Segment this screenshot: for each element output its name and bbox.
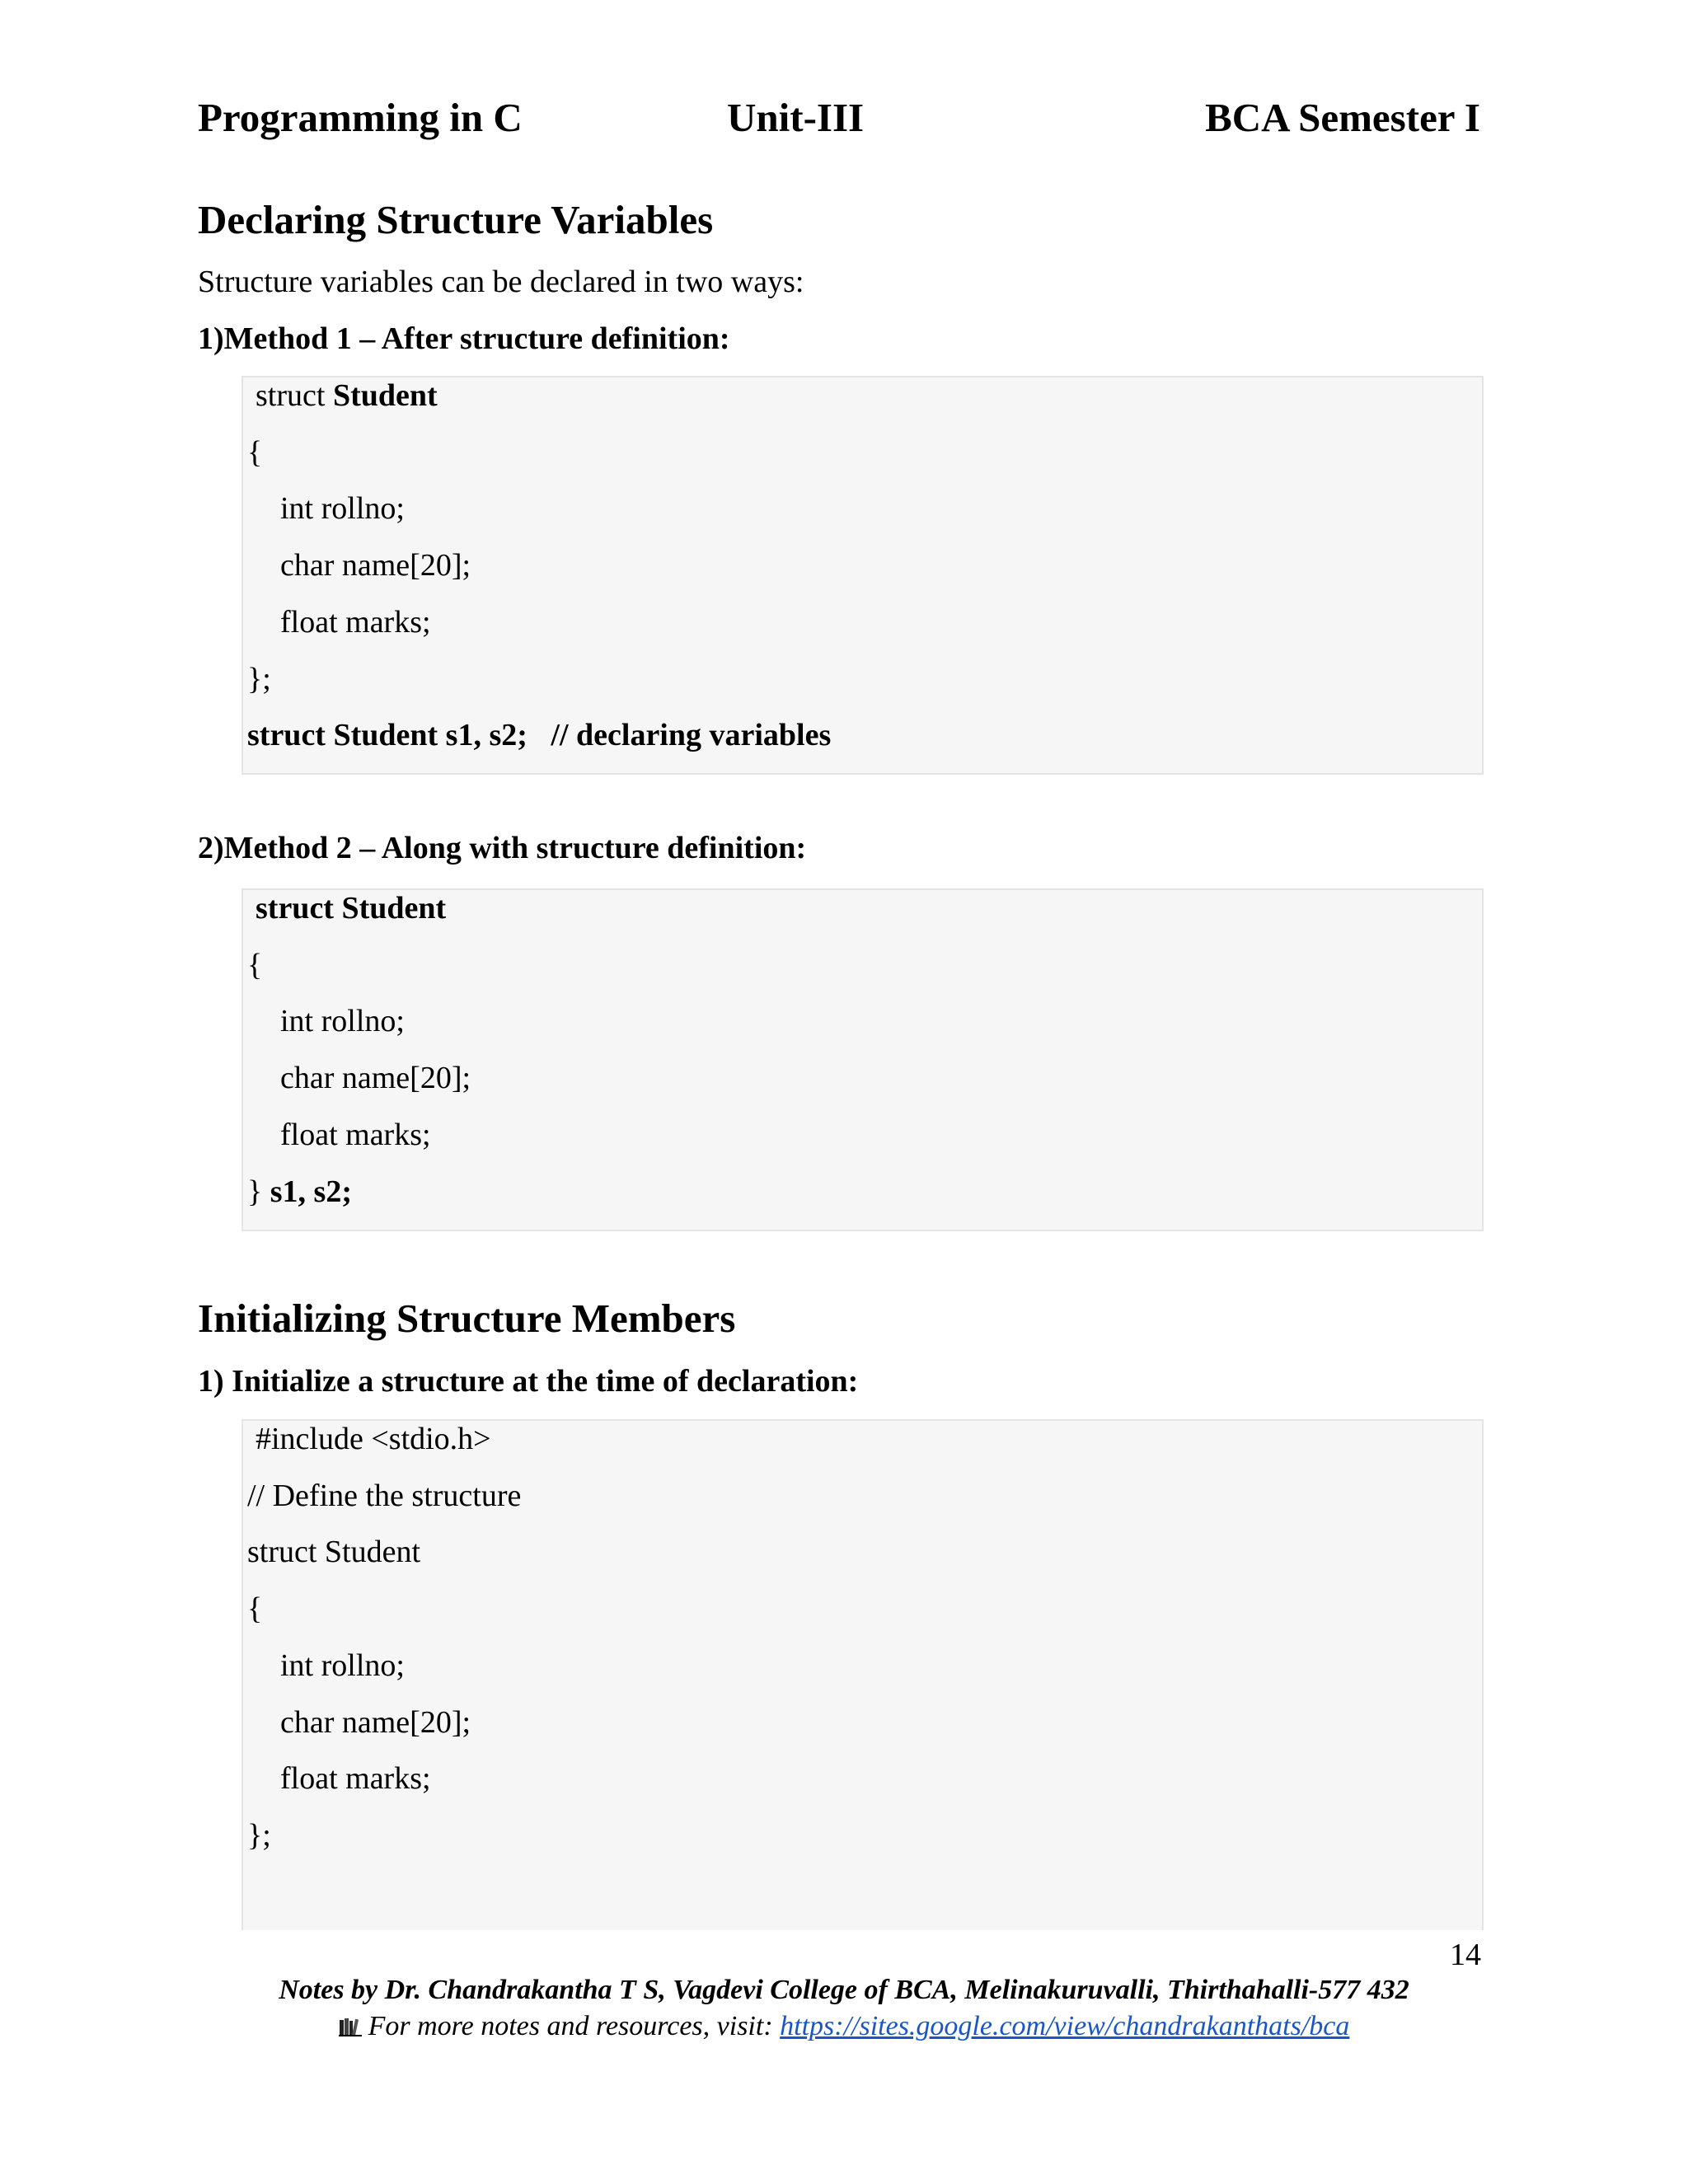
code-line: float marks; [280,1118,431,1152]
code-line: }; [247,1818,271,1853]
code-line: { [247,948,263,982]
code-line: char name[20]; [280,1705,471,1740]
code-line: int rollno; [280,491,405,526]
code-line: char name[20]; [280,1061,471,1095]
method1-heading: 1)Method 1 – After structure definition: [198,321,730,356]
code-line: int rollno; [280,1648,405,1683]
section-title-initializing: Initializing Structure Members [198,1296,736,1341]
code-line: }; [247,662,271,696]
code-line: int rollno; [280,1004,405,1038]
books-icon [339,2013,362,2032]
footer-resources [0,2011,1688,2042]
code-line: struct Student [247,1535,421,1569]
initialize-code-block [241,1419,1484,1930]
code-line: struct Student [256,891,447,926]
sub1-heading: 1) Initialize a structure at the time of declaration: [198,1364,859,1399]
code-line: struct Student [256,378,438,413]
code-line: } s1, s2; [247,1174,352,1209]
header-unit: Unit-III [727,95,865,140]
code-line: char name[20]; [280,548,471,583]
method2-code-block [241,888,1484,1231]
footer-author-note: Notes by Dr. Chandrakantha T S, Vagdevi College of BCA, Melinakuruvalli, Thirthahalli-577 432 [279,1975,1409,2005]
page-number: 14 [1450,1938,1481,1972]
code-line-declaration: struct Student s1, s2; // declaring variables [247,718,832,752]
footer-resources-text: For more notes and resources, visit: [368,2011,781,2041]
header-course-title: Programming in C [198,95,523,140]
intro-paragraph: Structure variables can be declared in two ways: [198,265,804,299]
method1-code-block [241,376,1484,775]
code-line: { [247,1591,263,1626]
code-line: float marks; [280,605,431,640]
footer-website-link[interactable]: https://sites.google.com/view/chandrakanthats/bca [780,2011,1350,2041]
method2-heading: 2)Method 2 – Along with structure definition: [198,831,807,865]
code-line: { [247,435,263,470]
code-line: float marks; [280,1761,431,1796]
code-line: #include <stdio.h> [256,1422,491,1456]
header-semester: BCA Semester I [1205,95,1480,140]
section-title-declaring: Declaring Structure Variables [198,197,714,242]
code-line: // Define the structure [247,1479,522,1513]
